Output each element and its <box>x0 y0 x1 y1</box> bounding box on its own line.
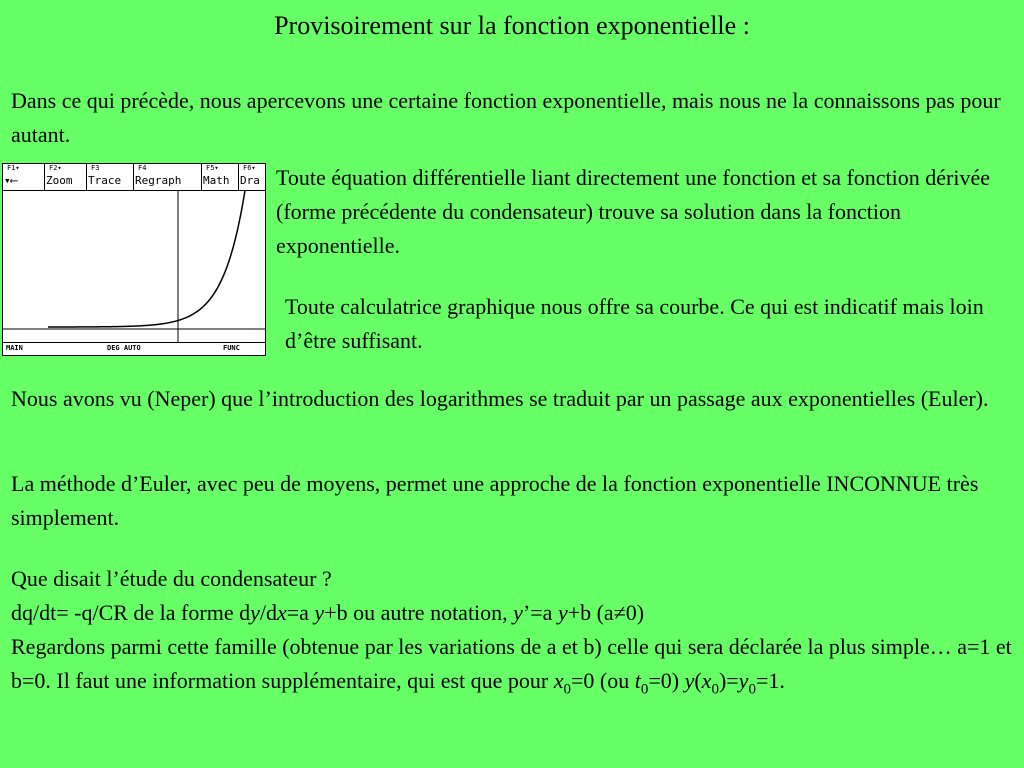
calc-key-f3-number: F3 <box>91 164 100 172</box>
calc-key-f3 <box>87 164 134 190</box>
calc-key-f3-label: Trace <box>88 174 122 187</box>
calculator-paragraph: Toute calculatrice graphique nous offre sa courbe. Ce qui est indicatif mais loin d’être suffisant. <box>285 294 984 353</box>
calc-key-f4 <box>134 164 202 190</box>
calc-key-f2-label: Zoom <box>46 174 73 187</box>
calc-key-f4-label: Regraph <box>135 174 182 187</box>
exponential-curve <box>48 191 251 327</box>
calc-key-f6 <box>239 164 265 190</box>
status-mode: MAIN <box>6 344 23 352</box>
calc-key-f5-label: Math <box>203 174 230 187</box>
calc-key-f2-number: F2▾ <box>49 164 62 172</box>
calculator-screenshot <box>2 163 266 356</box>
calc-key-f1-label: ▾⟵ <box>4 174 18 187</box>
condensateur-question: Que disait l’étude du condensateur ? <box>11 566 332 591</box>
simplest-case-text: Regardons parmi cette famille (obtenue par les variations de a et b) celle qui sera déclarée la plus simple… a=1 et b=0. Il faut une information supplémentaire, qui est que pour $x_0=0$ (ou $t_0=0$) $y(x_0)=y_0=1$. <box>11 634 1012 698</box>
intro-paragraph: Dans ce qui précède, nous apercevons une certaine fonction exponentielle, mais nous ne la connaissons pas pour autant. <box>11 88 1001 147</box>
calc-key-f1-number: F1▾ <box>7 164 20 172</box>
calc-key-f2 <box>45 164 87 190</box>
status-angle: DEG AUTO <box>107 344 141 352</box>
equation-line: dq/dt= -q/CR de la forme dy/dx=a y+b ou autre notation, y’=a y+b (a≠0) <box>11 600 645 625</box>
euler-paragraph: La méthode d’Euler, avec peu de moyens, permet une approche de la fonction exponentielle INCONNUE très simplement. <box>11 471 979 530</box>
calc-key-f5-number: F5▾ <box>206 164 219 172</box>
calculator-toolbar <box>3 164 265 191</box>
calc-key-f1 <box>3 164 45 190</box>
calc-key-f6-number: F6▾ <box>243 164 256 172</box>
calc-key-f5 <box>202 164 239 190</box>
calculator-status-bar <box>3 342 265 355</box>
differential-equation-paragraph: Toute équation différentielle liant directement une fonction et sa fonction dérivée (forme précédente du condensateur) trouve sa solution dans la fonction exponentielle. <box>276 165 991 258</box>
calc-key-f6-label: Dra <box>240 174 260 187</box>
neper-paragraph: Nous avons vu (Neper) que l’introduction des logarithmes se traduit par un passage aux exponentielles (Euler). <box>11 386 989 411</box>
calculator-graph <box>3 191 265 342</box>
calc-key-f4-number: F4 <box>138 164 147 172</box>
status-graph-mode: FUNC <box>223 344 240 352</box>
condensateur-paragraph <box>11 562 1016 698</box>
slide-title: Provisoirement sur la fonction exponentielle : <box>274 11 750 40</box>
